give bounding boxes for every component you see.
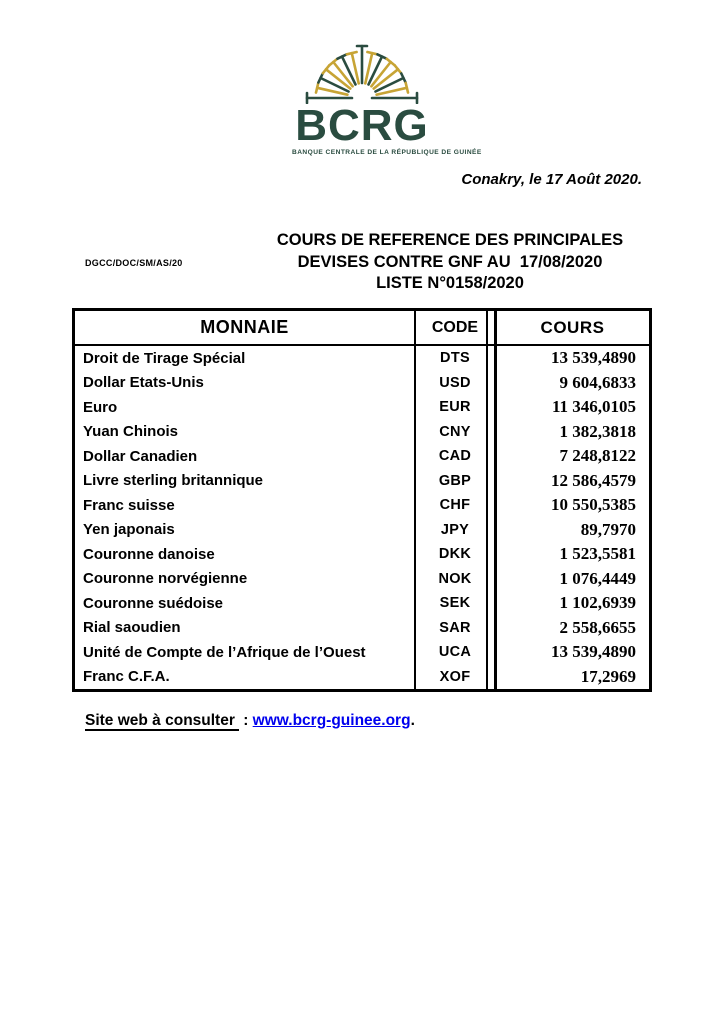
table-row	[75, 420, 649, 445]
currency-rate: 17,2969	[580, 666, 636, 686]
currency-rate: 10 550,5385	[551, 495, 636, 515]
currency-code: CHF	[439, 497, 471, 514]
currency-rate: 1 076,4449	[559, 568, 636, 588]
exchange-rates-table	[72, 308, 652, 692]
table-row	[75, 469, 649, 494]
header-monnaie: MONNAIE	[200, 317, 289, 337]
header-code: CODE	[431, 318, 479, 336]
currency-rate: 1 102,6939	[559, 593, 636, 613]
table-row	[75, 542, 649, 567]
footer	[85, 712, 415, 730]
title-line-3: LISTE N°0158/2020	[376, 274, 524, 292]
currency-name: Dollar Canadien	[83, 447, 198, 465]
currency-name: Rial saoudien	[83, 619, 181, 637]
currency-code: CAD	[438, 448, 472, 465]
sunburst-rays-icon	[292, 40, 432, 104]
bcrg-logo	[292, 40, 482, 156]
currency-name: Unité de Compte de l’Afrique de l’Ouest	[83, 643, 366, 661]
currency-rate: 11 346,0105	[551, 397, 636, 417]
table-row	[75, 591, 649, 616]
table-row	[75, 567, 649, 592]
currency-code: JPY	[440, 521, 470, 538]
table-header-row	[75, 311, 649, 344]
table-row	[75, 371, 649, 396]
currency-name: Couronne danoise	[83, 545, 215, 563]
table-row	[75, 493, 649, 518]
table-row	[75, 444, 649, 469]
rates-table-body	[75, 346, 649, 689]
header-cours: COURS	[540, 317, 605, 337]
table-row	[75, 616, 649, 641]
currency-name: Yen japonais	[83, 521, 175, 539]
currency-rate: 89,7970	[580, 519, 636, 539]
currency-rate: 1 382,3818	[559, 421, 636, 441]
title-line-1: COURS DE REFERENCE DES PRINCIPALES	[276, 231, 624, 249]
logo-wordmark: BCRG	[295, 101, 429, 150]
logo-tagline: BANQUE CENTRALE DE LA RÉPUBLIQUE DE GUINÉE	[292, 149, 482, 156]
currency-name: Droit de Tirage Spécial	[83, 349, 246, 367]
currency-name: Franc suisse	[83, 496, 175, 514]
table-row	[75, 346, 649, 371]
dateline: Conakry, le 17 Août 2020.	[461, 171, 642, 188]
currency-code: EUR	[439, 399, 471, 416]
currency-code: CNY	[439, 423, 471, 440]
currency-code: SEK	[439, 595, 471, 612]
currency-name: Yuan Chinois	[83, 423, 179, 441]
title-line-2: DEVISES CONTRE GNF AU 17/08/2020	[297, 252, 603, 271]
currency-rate: 7 248,8122	[559, 446, 636, 466]
currency-name: Franc C.F.A.	[83, 668, 170, 686]
footer-label: Site web à consulter	[85, 712, 239, 731]
currency-rate: 13 539,4890	[551, 348, 636, 368]
currency-rate: 13 539,4890	[551, 642, 636, 662]
currency-code: GBP	[438, 472, 472, 489]
currency-rate: 9 604,6833	[559, 372, 636, 392]
table-row	[75, 665, 649, 690]
currency-name: Euro	[83, 398, 118, 416]
currency-code: SAR	[439, 619, 471, 636]
currency-rate: 2 558,6655	[559, 617, 636, 637]
table-row	[75, 518, 649, 543]
currency-name: Couronne suédoise	[83, 594, 224, 612]
reference-number: DGCC/DOC/SM/AS/20	[85, 258, 183, 268]
currency-rate: 12 586,4579	[551, 470, 636, 490]
website-link[interactable]: www.bcrg-guinee.org	[252, 712, 411, 729]
currency-code: DKK	[438, 546, 472, 563]
currency-code: DTS	[440, 350, 470, 367]
footer-period: .	[410, 712, 415, 729]
currency-code: USD	[439, 374, 471, 391]
currency-name: Dollar Etats-Unis	[83, 374, 204, 392]
currency-rate: 1 523,5581	[559, 544, 636, 564]
table-row	[75, 640, 649, 665]
currency-name: Livre sterling britannique	[83, 472, 264, 490]
currency-code: NOK	[438, 570, 472, 587]
document-title	[240, 230, 660, 295]
currency-code: XOF	[439, 668, 471, 685]
footer-separator: :	[238, 712, 253, 729]
table-row	[75, 395, 649, 420]
currency-name: Couronne norvégienne	[83, 570, 248, 588]
currency-code: UCA	[438, 644, 472, 661]
